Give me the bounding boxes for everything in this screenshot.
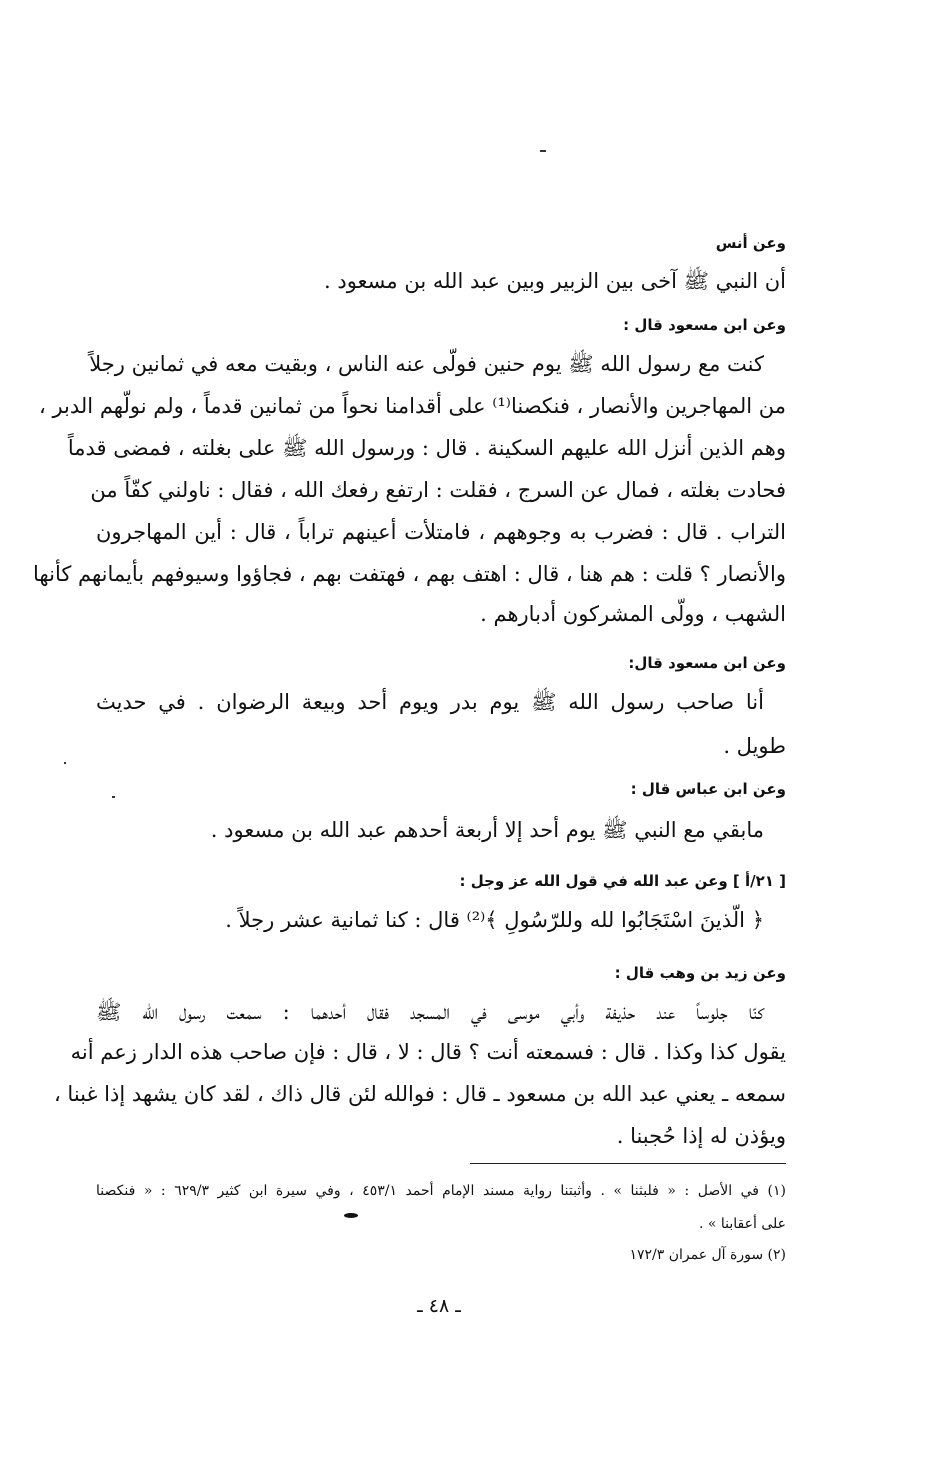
body-line: من المهاجرين والأنصار ، فنكصنا⁽¹⁾ على أقدامنا نحواً من ثمانين قدماً ، ولم نولّهم الدبر ، xyxy=(39,394,786,418)
section-heading: [ ٢١/أ ] وعن عبد الله في قول الله عز وجل : xyxy=(459,872,786,890)
footnote-separator xyxy=(470,1163,786,1164)
body-line: مابقي مع النبي ﷺ يوم أحد إلا أربعة أحدهم عبد الله بن مسعود . xyxy=(210,818,764,842)
body-line: ويؤذن له إذا حُجبنا . xyxy=(616,1124,786,1148)
body-line: فحادت بغلته ، فمال عن السرج ، فقلت : ارتفع رفعك الله ، فقال : ناولني كفّاً من xyxy=(90,478,786,502)
section-heading: وعن زيد بن وهب قال : xyxy=(614,964,786,982)
section-heading: وعن أنس xyxy=(715,234,786,252)
body-line: كنت مع رسول الله ﷺ يوم حنين فولّى عنه الناس ، وبقيت معه في ثمانين رجلاً xyxy=(89,352,764,376)
body-line: التراب . قال : فضرب به وجوههم ، فامتلأت أعينهم تراباً ، قال : أين المهاجرون xyxy=(96,520,786,544)
scan-mark xyxy=(540,150,546,152)
body-line: الشهب ، وولّى المشركون أدبارهم . xyxy=(480,602,786,626)
scan-mark xyxy=(64,762,66,764)
body-line: كنّا جلوساً عند حذيفة وأبي موسى في المسجد فقال أحدهما : سمعت رسول الله ﷺ xyxy=(96,1000,764,1024)
quran-verse-line: ﴿ الّذينَ اسْتَجَابُوا لله وللرّسُولِ ﴾⁽²⁾ قال : كنا ثمانية عشر رجلاً . xyxy=(225,908,764,932)
body-line: أن النبي ﷺ آخى بين الزبير وبين عبد الله بن مسعود . xyxy=(324,269,786,293)
section-heading: وعن ابن مسعود قال: xyxy=(628,654,786,672)
footnote-line: على أعقابنا » . xyxy=(698,1216,786,1232)
section-heading: وعن ابن مسعود قال : xyxy=(623,316,786,334)
body-line: يقول كذا وكذا . قال : فسمعته أنت ؟ قال : لا ، قال : فإن صاحب هذه الدار زعم أنه xyxy=(70,1040,786,1064)
page-number: ـ ٤٨ ـ xyxy=(417,1295,461,1317)
body-line: والأنصار ؟ قلت : هم هنا ، قال : اهتف بهم ، فهتفت بهم ، فجاؤوا وسيوفهم بأيمانهم كأنها xyxy=(33,562,786,586)
body-line: وهم الذين أنزل الله عليهم السكينة . قال : ورسول الله ﷺ على بغلته ، فمضى قدماً xyxy=(67,436,786,460)
body-line: سمعه ـ يعني عبد الله بن مسعود ـ قال : فوالله لئن قال ذاك ، لقد كان يشهد إذا غبنا ، xyxy=(53,1082,786,1106)
footnote-line: (١) في الأصل : « فلبثنا » . وأثبتنا رواية مسند الإمام أحمد ٤٥٣/١ ، وفي سيرة ابن كثير ٦٢٩/٣ : « فنكصنا xyxy=(96,1183,787,1199)
body-line: طويل . xyxy=(723,734,786,758)
footnote-line: (٢) سورة آل عمران ١٧٢/٣ xyxy=(629,1247,786,1263)
section-heading: وعن ابن عباس قال : xyxy=(630,780,786,798)
body-line: أنا صاحب رسول الله ﷺ يوم بدر ويوم أحد وبيعة الرضوان . في حديث xyxy=(96,690,764,714)
